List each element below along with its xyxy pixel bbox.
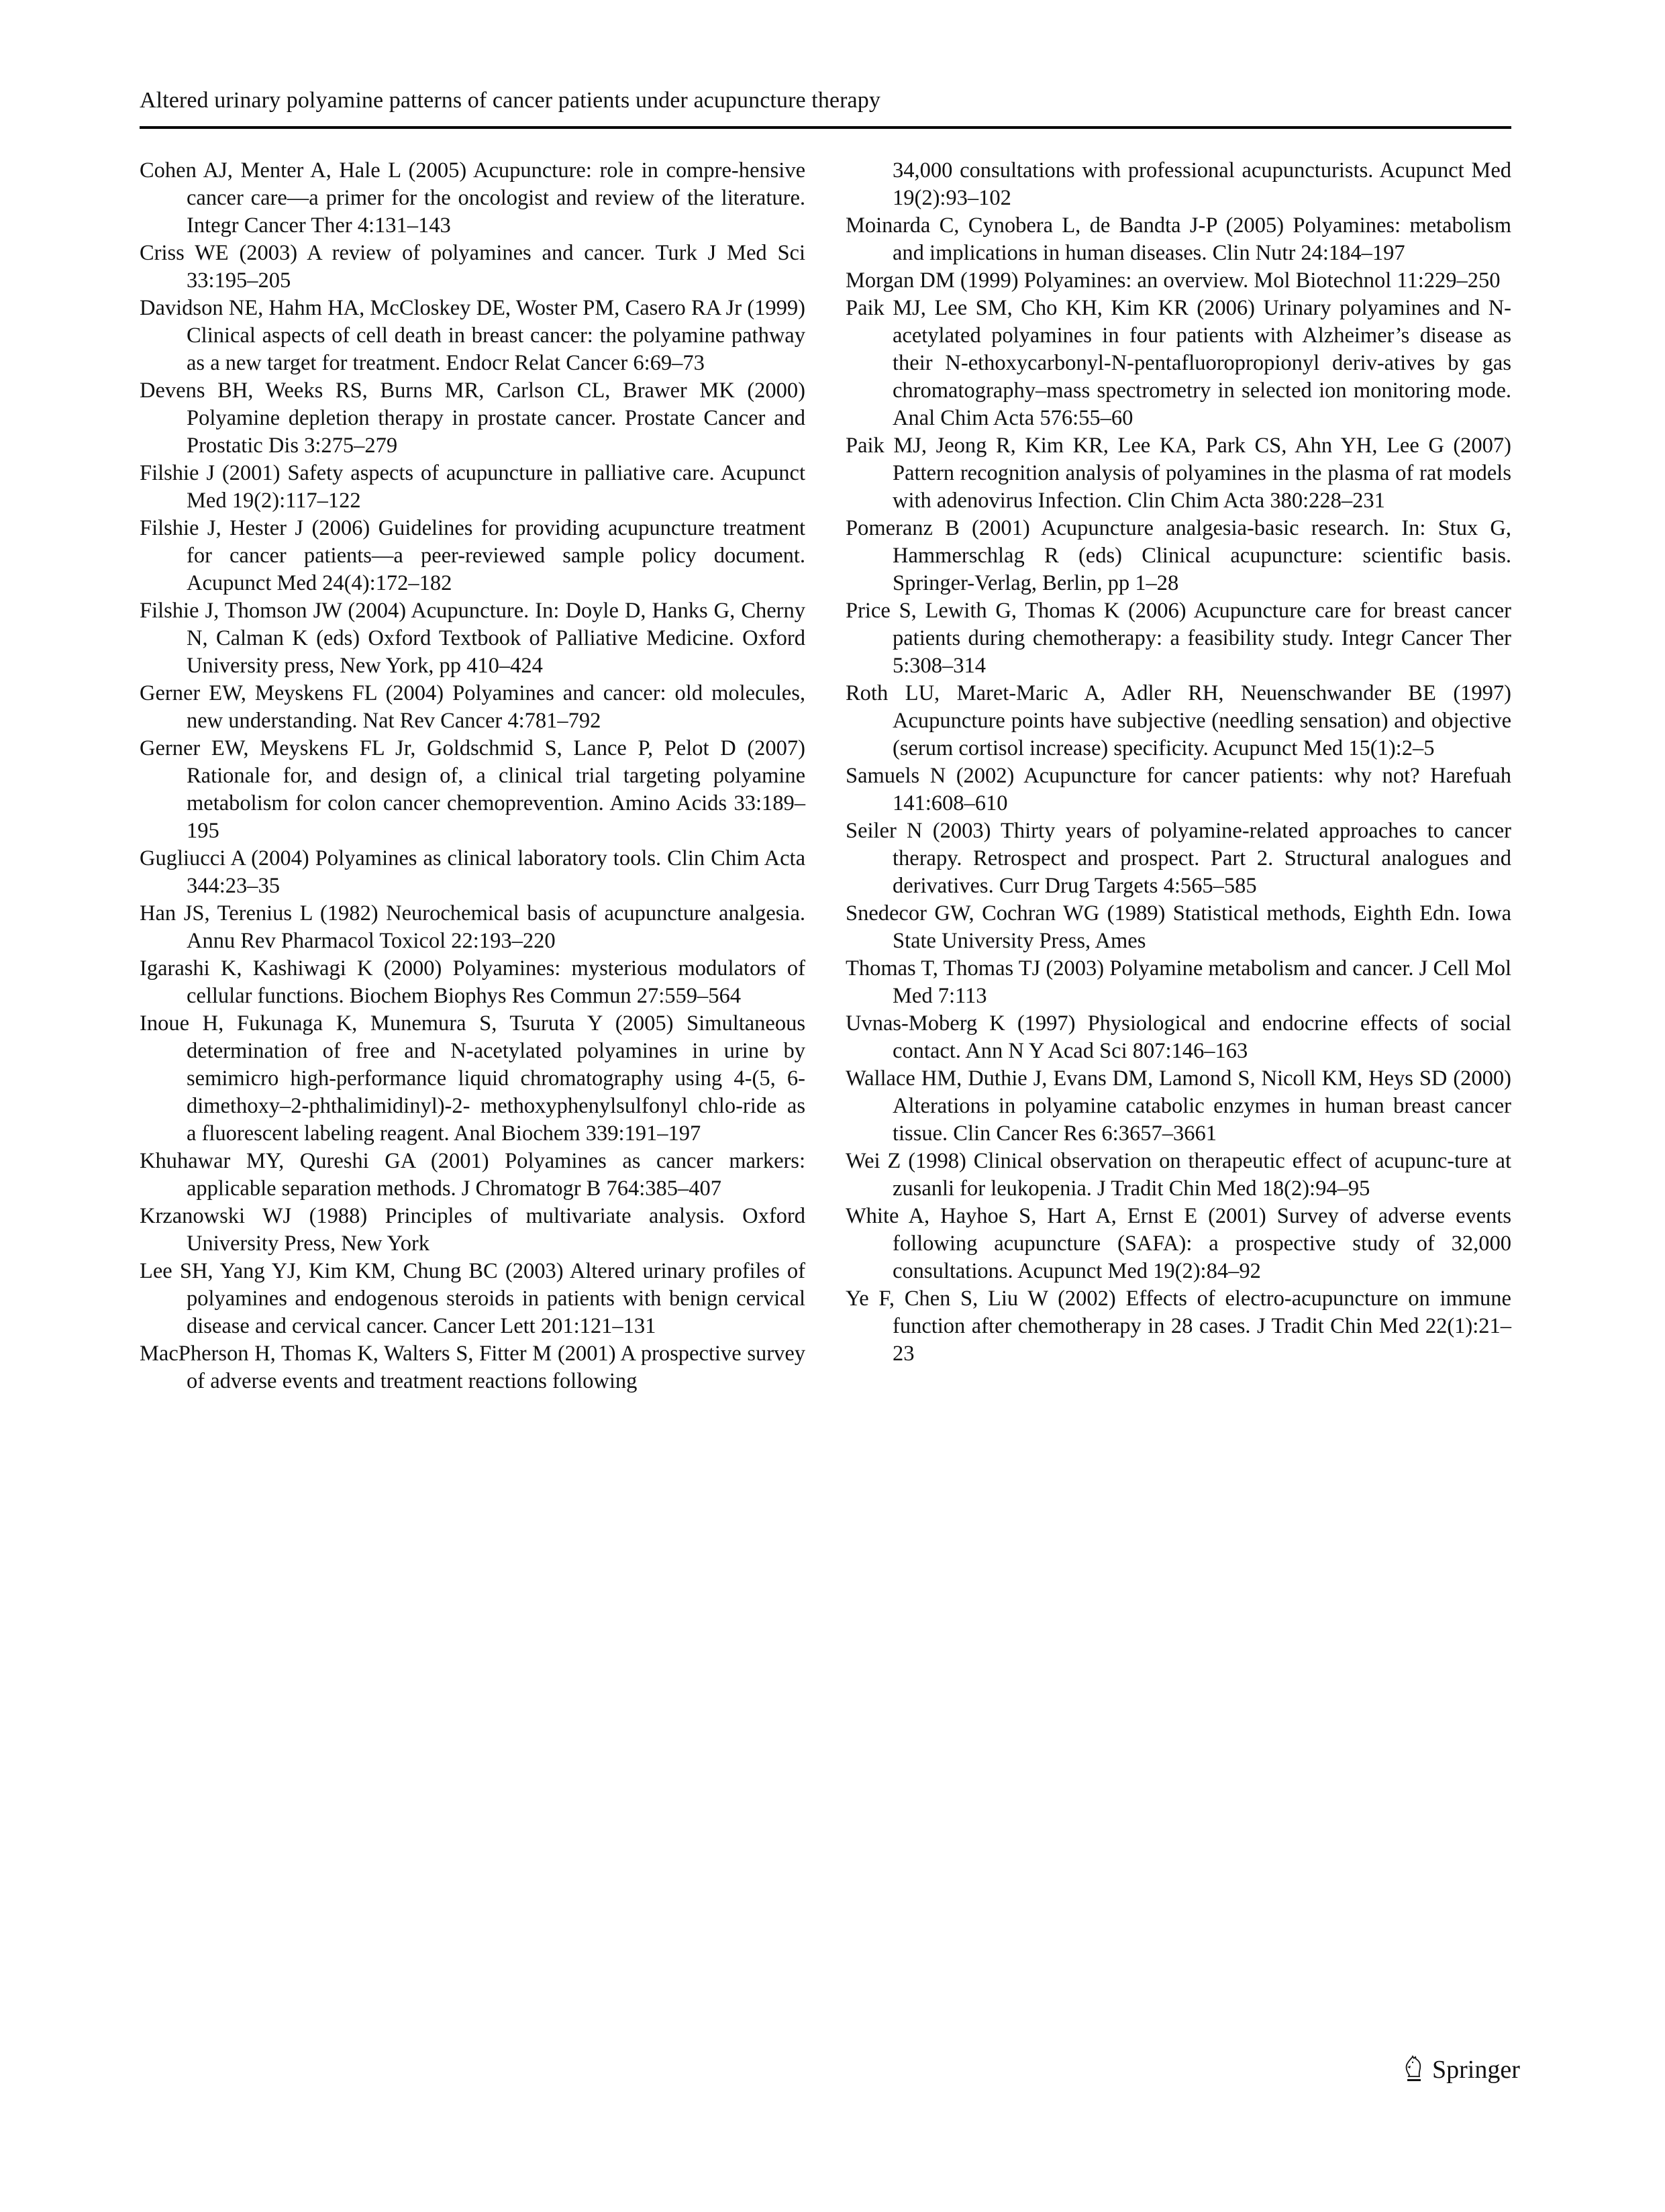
- reference-item: Pomeranz B (2001) Acupuncture analgesia-basic research. In: Stux G, Hammerschlag R (eds) Clinical acupuncture: scientific basis. Springer-Verlag, Berlin, pp 1–28: [846, 516, 1511, 595]
- reference-item: Criss WE (2003) A review of polyamines and cancer. Turk J Med Sci 33:195–205: [140, 241, 805, 293]
- publisher-name: Springer: [1432, 2056, 1520, 2084]
- reference-continuation: 34,000 consultations with professional acupuncturists. Acupunct Med 19(2):93–102: [893, 158, 1511, 210]
- references-left-column: [140, 157, 805, 1395]
- reference-item: Price S, Lewith G, Thomas K (2006) Acupuncture care for breast cancer patients during chemotherapy: a feasibility study. Integr Cancer Ther 5:308–314: [846, 599, 1511, 678]
- reference-item: Gerner EW, Meyskens FL Jr, Goldschmid S, Lance P, Pelot D (2007) Rationale for, and design of, a clinical trial targeting polyamine metabolism for colon cancer chemoprevention. Amino Acids 33:189–195: [140, 736, 805, 843]
- publisher-logo: [1403, 2055, 1520, 2084]
- reference-item: Gerner EW, Meyskens FL (2004) Polyamines and cancer: old molecules, new understanding. Nat Rev Cancer 4:781–792: [140, 681, 805, 733]
- reference-item: Roth LU, Maret-Maric A, Adler RH, Neuenschwander BE (1997) Acupuncture points have subjective (needling sensation) and objective (serum cortisol increase) specificity. Acupunct Med 15(1):2–5: [846, 681, 1511, 760]
- reference-item: Filshie J, Hester J (2006) Guidelines for providing acupuncture treatment for cancer patients—a peer-reviewed sample policy document. Acupunct Med 24(4):172–182: [140, 516, 805, 595]
- reference-item: Igarashi K, Kashiwagi K (2000) Polyamines: mysterious modulators of cellular functions. Biochem Biophys Res Commun 27:559–564: [140, 956, 805, 1008]
- reference-item: Samuels N (2002) Acupuncture for cancer patients: why not? Harefuah 141:608–610: [846, 764, 1511, 815]
- reference-item: Moinarda C, Cynobera L, de Bandta J-P (2005) Polyamines: metabolism and implications in human diseases. Clin Nutr 24:184–197: [846, 213, 1511, 265]
- reference-item: Inoue H, Fukunaga K, Munemura S, Tsuruta Y (2005) Simultaneous determination of free and N-acetylated polyamines in urine by semimicro high-performance liquid chromatography using 4-(5, 6-dimethoxy–2-phthalimidinyl)-2- methoxyphenylsulfonyl chlo-ride as a fluorescent labeling reagent. Anal Biochem 339:191–197: [140, 1011, 805, 1146]
- reference-item: Lee SH, Yang YJ, Kim KM, Chung BC (2003) Altered urinary profiles of polyamines and endogenous steroids in patients with benign cervical disease and cervical cancer. Cancer Lett 201:121–131: [140, 1259, 805, 1338]
- reference-item: Thomas T, Thomas TJ (2003) Polyamine metabolism and cancer. J Cell Mol Med 7:113: [846, 956, 1511, 1008]
- reference-item: Ye F, Chen S, Liu W (2002) Effects of electro-acupuncture on immune function after chemotherapy in 28 cases. J Tradit Chin Med 22(1):21–23: [846, 1287, 1511, 1366]
- reference-item: Paik MJ, Lee SM, Cho KH, Kim KR (2006) Urinary polyamines and N-acetylated polyamines in four patients with Alzheimer’s disease as their N-ethoxycarbonyl-N-pentafluoropropionyl deriv-atives by gas chromatography–mass spectrometry in selected ion monitoring mode. Anal Chim Acta 576:55–60: [846, 296, 1511, 430]
- running-title: Altered urinary polyamine patterns of cancer patients under acupuncture therapy: [140, 88, 880, 113]
- reference-item: Snedecor GW, Cochran WG (1989) Statistical methods, Eighth Edn. Iowa State University Press, Ames: [846, 901, 1511, 953]
- reference-item: Wallace HM, Duthie J, Evans DM, Lamond S, Nicoll KM, Heys SD (2000) Alterations in polyamine catabolic enzymes in human breast cancer tissue. Clin Cancer Res 6:3657–3661: [846, 1066, 1511, 1146]
- references-right-column: [846, 157, 1511, 1368]
- reference-item: Cohen AJ, Menter A, Hale L (2005) Acupuncture: role in compre-hensive cancer care—a primer for the oncologist and review of the literature. Integr Cancer Ther 4:131–143: [140, 158, 805, 238]
- reference-item: White A, Hayhoe S, Hart A, Ernst E (2001) Survey of adverse events following acupuncture (SAFA): a prospective study of 32,000 consultations. Acupunct Med 19(2):84–92: [846, 1204, 1511, 1283]
- reference-item: Gugliucci A (2004) Polyamines as clinical laboratory tools. Clin Chim Acta 344:23–35: [140, 846, 805, 898]
- reference-item: Morgan DM (1999) Polyamines: an overview. Mol Biotechnol 11:229–250: [846, 268, 1501, 293]
- reference-item: Seiler N (2003) Thirty years of polyamine-related approaches to cancer therapy. Retrospect and prospect. Part 2. Structural analogues and derivatives. Curr Drug Targets 4:565–585: [846, 819, 1511, 898]
- springer-knight-icon: [1403, 2055, 1425, 2084]
- reference-item: Khuhawar MY, Qureshi GA (2001) Polyamines as cancer markers: applicable separation methods. J Chromatogr B 764:385–407: [140, 1149, 805, 1201]
- header-rule: [140, 126, 1511, 129]
- reference-item: Davidson NE, Hahm HA, McCloskey DE, Woster PM, Casero RA Jr (1999) Clinical aspects of cell death in breast cancer: the polyamine pathway as a new target for treatment. Endocr Relat Cancer 6:69–73: [140, 296, 805, 375]
- reference-item: Wei Z (1998) Clinical observation on therapeutic effect of acupunc-ture at zusanli for leukopenia. J Tradit Chin Med 18(2):94–95: [846, 1149, 1511, 1201]
- reference-item: Uvnas-Moberg K (1997) Physiological and endocrine effects of social contact. Ann N Y Acad Sci 807:146–163: [846, 1011, 1511, 1063]
- reference-item: Paik MJ, Jeong R, Kim KR, Lee KA, Park CS, Ahn YH, Lee G (2007) Pattern recognition analysis of polyamines in the plasma of rat models with adenovirus Infection. Clin Chim Acta 380:228–231: [846, 434, 1511, 513]
- reference-item: Filshie J, Thomson JW (2004) Acupuncture. In: Doyle D, Hanks G, Cherny N, Calman K (eds) Oxford Textbook of Palliative Medicine. Oxford University press, New York, pp 410–424: [140, 599, 805, 678]
- reference-item: Filshie J (2001) Safety aspects of acupuncture in palliative care. Acupunct Med 19(2):117–122: [140, 461, 805, 513]
- reference-item: MacPherson H, Thomas K, Walters S, Fitter M (2001) A prospective survey of adverse events and treatment reactions following: [140, 1342, 805, 1393]
- reference-item: Han JS, Terenius L (1982) Neurochemical basis of acupuncture analgesia. Annu Rev Pharmacol Toxicol 22:193–220: [140, 901, 805, 953]
- reference-item: Devens BH, Weeks RS, Burns MR, Carlson CL, Brawer MK (2000) Polyamine depletion therapy in prostate cancer. Prostate Cancer and Prostatic Dis 3:275–279: [140, 379, 805, 458]
- reference-item: Krzanowski WJ (1988) Principles of multivariate analysis. Oxford University Press, New York: [140, 1204, 805, 1256]
